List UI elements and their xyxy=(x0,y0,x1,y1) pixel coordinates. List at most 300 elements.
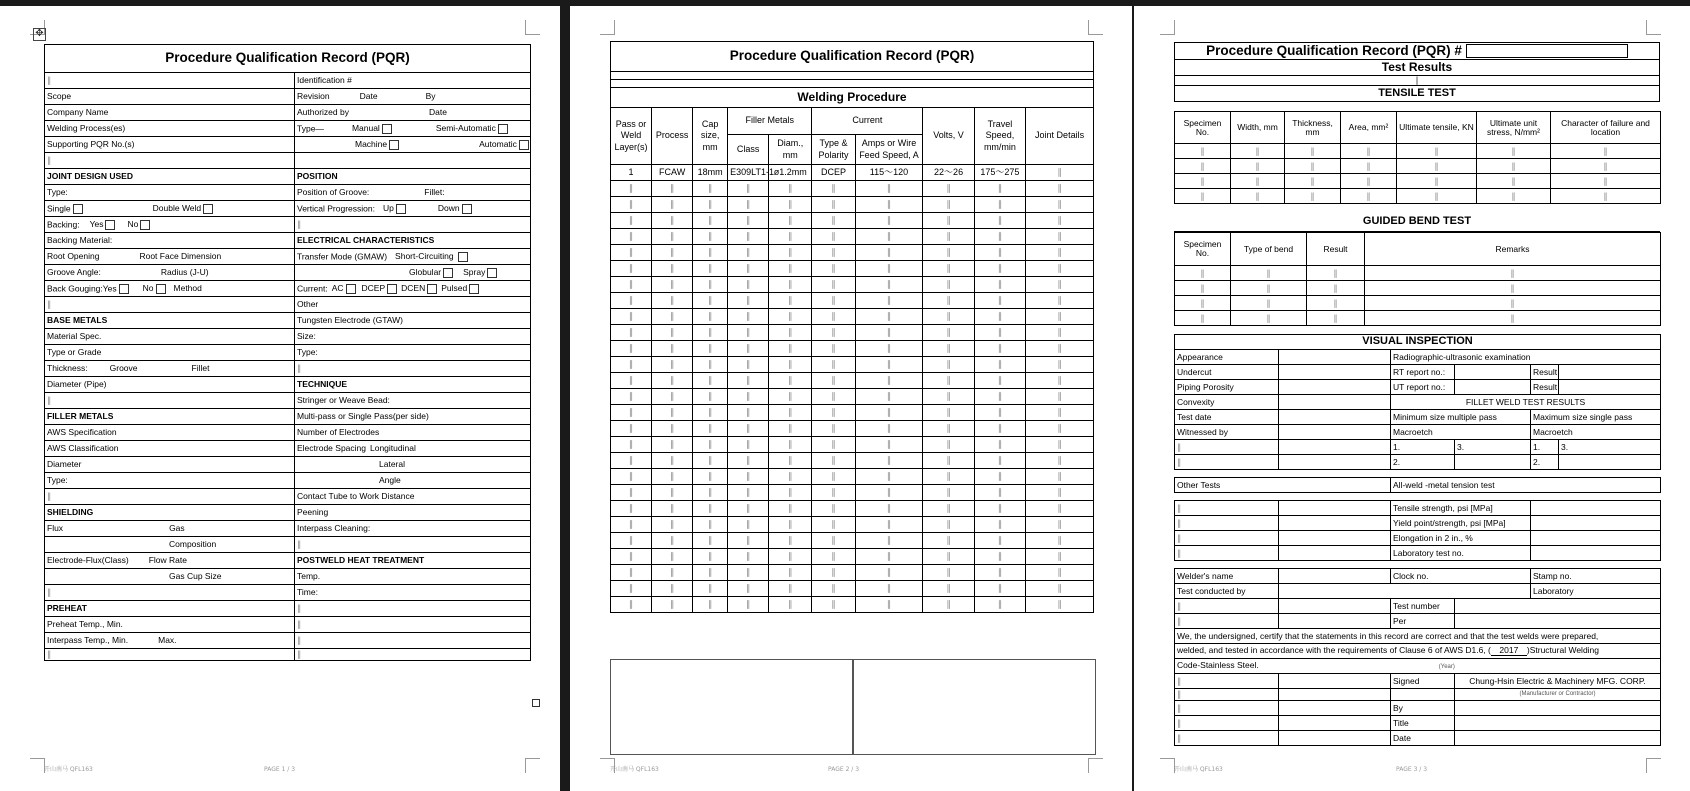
table-cell[interactable]: ∥ xyxy=(974,549,1025,565)
table-cell[interactable]: ∥ xyxy=(812,181,855,197)
table-cell[interactable]: ∥ xyxy=(974,485,1025,501)
table-cell[interactable]: ∥ xyxy=(855,373,923,389)
table-cell[interactable]: ∥ xyxy=(728,485,769,501)
table-cell[interactable]: ∥ xyxy=(693,197,728,213)
table-cell[interactable]: ∥ xyxy=(923,501,974,517)
table-cell[interactable]: ∥ xyxy=(611,373,652,389)
table-cell[interactable]: ∥ xyxy=(611,533,652,549)
table-cell[interactable]: ∥ xyxy=(812,421,855,437)
table-cell[interactable]: ∥ xyxy=(611,341,652,357)
table-cell[interactable]: ∥ xyxy=(812,309,855,325)
table-cell[interactable]: ∥ xyxy=(652,517,693,533)
table-cell[interactable]: ∥ xyxy=(974,261,1025,277)
table-cell[interactable]: ∥ xyxy=(1551,144,1661,159)
table-cell[interactable]: ∥ xyxy=(693,309,728,325)
table-cell[interactable]: ∥ xyxy=(769,437,812,453)
table-cell[interactable]: ∥ xyxy=(611,597,652,613)
table-cell[interactable]: ∥ xyxy=(693,293,728,309)
table-cell[interactable]: ∥ xyxy=(611,421,652,437)
table-cell[interactable]: ∥ xyxy=(1477,189,1551,204)
table-cell[interactable]: ∥ xyxy=(652,501,693,517)
table-cell[interactable]: ∥ xyxy=(728,597,769,613)
table-cell[interactable]: ∥ xyxy=(611,213,652,229)
table-cell[interactable]: ∥ xyxy=(728,309,769,325)
table-cell[interactable]: ∥ xyxy=(974,213,1025,229)
table-cell[interactable]: ∥ xyxy=(812,229,855,245)
table-cell[interactable]: ∥ xyxy=(1026,565,1094,581)
table-cell[interactable]: ∥ xyxy=(1341,144,1397,159)
table-cell[interactable]: ∥ xyxy=(1307,311,1365,326)
table-cell[interactable]: ∥ xyxy=(693,357,728,373)
table-cell[interactable]: ∥ xyxy=(693,245,728,261)
table-cell[interactable]: ∥ xyxy=(923,309,974,325)
table-cell[interactable]: ∥ xyxy=(693,485,728,501)
table-cell[interactable]: ∥ xyxy=(812,517,855,533)
table-cell[interactable]: ∥ xyxy=(1397,144,1477,159)
table-cell[interactable]: ∥ xyxy=(611,197,652,213)
table-cell[interactable]: ∥ xyxy=(652,565,693,581)
table-cell[interactable]: ∥ xyxy=(1175,266,1231,281)
table-cell[interactable]: ∥ xyxy=(812,245,855,261)
table-cell[interactable]: ∥ xyxy=(1026,245,1094,261)
table-cell[interactable]: ∥ xyxy=(769,501,812,517)
table-cell[interactable]: ∥ xyxy=(652,325,693,341)
table-cell[interactable]: ∥ xyxy=(855,325,923,341)
table-cell[interactable]: ∥ xyxy=(812,501,855,517)
table-cell[interactable]: ∥ xyxy=(611,261,652,277)
table-cell[interactable]: ∥ xyxy=(1231,174,1285,189)
backing-yes-checkbox[interactable] xyxy=(105,220,115,230)
table-cell[interactable]: ∥ xyxy=(1231,144,1285,159)
table-cell[interactable]: ∥ xyxy=(611,405,652,421)
table-cell[interactable]: ∥ xyxy=(769,453,812,469)
table-cell[interactable]: ∥ xyxy=(1026,229,1094,245)
table-cell[interactable]: ∥ xyxy=(923,325,974,341)
table-cell[interactable]: ∥ xyxy=(611,325,652,341)
table-cell[interactable]: ∥ xyxy=(652,389,693,405)
table-cell[interactable]: ∥ xyxy=(611,181,652,197)
table-cell[interactable]: ∥ xyxy=(611,469,652,485)
table-cell[interactable]: ∥ xyxy=(769,229,812,245)
table-cell[interactable]: ∥ xyxy=(1231,311,1307,326)
table-cell[interactable]: ∥ xyxy=(1477,159,1551,174)
table-cell[interactable]: ∥ xyxy=(923,517,974,533)
table-cell[interactable]: ∥ xyxy=(974,181,1025,197)
semi-automatic-checkbox[interactable] xyxy=(498,124,508,134)
table-cell[interactable]: ∥ xyxy=(693,501,728,517)
table-cell[interactable]: ∥ xyxy=(812,533,855,549)
table-cell[interactable]: ∥ xyxy=(611,277,652,293)
table-cell[interactable]: ∥ xyxy=(611,357,652,373)
table-cell[interactable]: ∥ xyxy=(728,549,769,565)
table-cell[interactable]: ∥ xyxy=(693,533,728,549)
table-cell[interactable]: ∥ xyxy=(812,389,855,405)
table-cell[interactable]: ∥ xyxy=(1365,281,1661,296)
table-cell[interactable]: ∥ xyxy=(693,261,728,277)
table-cell[interactable]: ∥ xyxy=(1026,581,1094,597)
table-cell[interactable]: ∥ xyxy=(974,501,1025,517)
table-cell[interactable]: ∥ xyxy=(652,293,693,309)
double-weld-checkbox[interactable] xyxy=(203,204,213,214)
table-cell[interactable]: ∥ xyxy=(974,373,1025,389)
table-cell[interactable]: ∥ xyxy=(923,373,974,389)
table-cell[interactable]: ∥ xyxy=(855,245,923,261)
table-cell[interactable]: ∥ xyxy=(974,309,1025,325)
table-cell[interactable]: ∥ xyxy=(923,533,974,549)
table-cell[interactable]: ∥ xyxy=(923,437,974,453)
table-cell[interactable]: ∥ xyxy=(1551,174,1661,189)
table-cell[interactable]: ∥ xyxy=(1477,174,1551,189)
table-cell[interactable]: ∥ xyxy=(974,421,1025,437)
table-cell[interactable]: ∥ xyxy=(855,581,923,597)
table-cell[interactable]: ∥ xyxy=(1285,144,1341,159)
table-cell[interactable]: ∥ xyxy=(923,453,974,469)
table-cell[interactable]: ∥ xyxy=(728,197,769,213)
table-cell[interactable]: ∥ xyxy=(855,277,923,293)
table-cell[interactable]: ∥ xyxy=(855,485,923,501)
table-cell[interactable]: ∥ xyxy=(769,581,812,597)
table-cell[interactable]: ∥ xyxy=(923,565,974,581)
table-cell[interactable]: ∥ xyxy=(693,373,728,389)
table-cell[interactable]: ∥ xyxy=(1307,266,1365,281)
table-cell[interactable]: ∥ xyxy=(652,197,693,213)
dcen-checkbox[interactable] xyxy=(427,284,437,294)
table-cell[interactable]: ∥ xyxy=(855,565,923,581)
table-cell[interactable]: ∥ xyxy=(652,229,693,245)
table-cell[interactable]: ∥ xyxy=(1397,189,1477,204)
table-cell[interactable]: ∥ xyxy=(923,405,974,421)
gouging-no-checkbox[interactable] xyxy=(156,284,166,294)
table-cell[interactable]: ∥ xyxy=(1175,144,1231,159)
table-cell[interactable]: ∥ xyxy=(652,469,693,485)
table-cell[interactable]: ∥ xyxy=(1341,189,1397,204)
table-cell[interactable]: ∥ xyxy=(923,245,974,261)
table-cell[interactable]: ∥ xyxy=(652,245,693,261)
table-cell[interactable]: ∥ xyxy=(812,277,855,293)
table-cell[interactable]: ∥ xyxy=(693,517,728,533)
table-cell[interactable]: ∥ xyxy=(1231,189,1285,204)
manual-checkbox[interactable] xyxy=(382,124,392,134)
table-cell[interactable]: ∥ xyxy=(769,517,812,533)
pqr-number-field[interactable] xyxy=(1466,44,1628,58)
table-cell[interactable]: ∥ xyxy=(1026,469,1094,485)
table-cell[interactable]: ∥ xyxy=(1231,296,1307,311)
table-cell[interactable]: ∥ xyxy=(769,389,812,405)
table-cell[interactable]: ∥ xyxy=(1175,174,1231,189)
table-cell[interactable]: ∥ xyxy=(923,469,974,485)
table-cell[interactable]: ∥ xyxy=(728,357,769,373)
table-cell[interactable]: ∥ xyxy=(769,565,812,581)
table-cell[interactable]: ∥ xyxy=(1285,159,1341,174)
table-cell[interactable]: ∥ xyxy=(611,293,652,309)
table-cell[interactable]: ∥ xyxy=(1026,501,1094,517)
table-cell[interactable]: ∥ xyxy=(855,357,923,373)
table-cell[interactable]: ∥ xyxy=(769,293,812,309)
table-cell[interactable]: ∥ xyxy=(855,597,923,613)
table-cell[interactable]: ∥ xyxy=(611,501,652,517)
table-cell[interactable]: ∥ xyxy=(769,325,812,341)
table-cell[interactable]: ∥ xyxy=(652,261,693,277)
table-cell[interactable]: ∥ xyxy=(923,293,974,309)
table-cell[interactable]: ∥ xyxy=(1397,159,1477,174)
table-cell[interactable]: ∥ xyxy=(769,597,812,613)
table-cell[interactable]: ∥ xyxy=(652,309,693,325)
table-cell[interactable]: ∥ xyxy=(923,597,974,613)
table-cell[interactable]: ∥ xyxy=(812,357,855,373)
globular-checkbox[interactable] xyxy=(443,268,453,278)
table-cell[interactable]: ∥ xyxy=(693,437,728,453)
table-cell[interactable]: ∥ xyxy=(812,469,855,485)
ac-checkbox[interactable] xyxy=(346,284,356,294)
table-cell[interactable]: ∥ xyxy=(812,485,855,501)
table-cell[interactable]: ∥ xyxy=(1397,174,1477,189)
table-cell[interactable]: ∥ xyxy=(652,405,693,421)
automatic-checkbox[interactable] xyxy=(519,140,529,150)
table-cell[interactable]: ∥ xyxy=(1026,485,1094,501)
table-cell[interactable]: ∥ xyxy=(611,389,652,405)
table-cell[interactable]: ∥ xyxy=(693,453,728,469)
table-cell[interactable]: ∥ xyxy=(923,197,974,213)
table-cell[interactable]: ∥ xyxy=(1231,281,1307,296)
year-field[interactable]: 2017 xyxy=(1491,646,1527,656)
table-cell[interactable]: ∥ xyxy=(812,213,855,229)
table-cell[interactable]: ∥ xyxy=(812,581,855,597)
table-cell[interactable]: ∥ xyxy=(923,357,974,373)
table-cell[interactable]: ∥ xyxy=(693,597,728,613)
table-cell[interactable]: ∥ xyxy=(1026,533,1094,549)
table-cell[interactable]: ∥ xyxy=(974,437,1025,453)
table-cell[interactable]: ∥ xyxy=(769,213,812,229)
table-cell[interactable]: ∥ xyxy=(769,197,812,213)
table-cell[interactable]: ∥ xyxy=(1026,325,1094,341)
table-cell[interactable]: ∥ xyxy=(652,357,693,373)
table-cell[interactable]: ∥ xyxy=(855,197,923,213)
table-cell[interactable]: ∥ xyxy=(1026,597,1094,613)
table-cell[interactable]: ∥ xyxy=(652,181,693,197)
table-cell[interactable]: ∥ xyxy=(1026,197,1094,213)
table-cell[interactable]: ∥ xyxy=(1285,174,1341,189)
table-cell[interactable]: ∥ xyxy=(652,549,693,565)
table-cell[interactable]: ∥ xyxy=(923,229,974,245)
table-cell[interactable]: ∥ xyxy=(769,533,812,549)
table-cell[interactable]: ∥ xyxy=(652,597,693,613)
table-cell[interactable]: ∥ xyxy=(769,421,812,437)
table-cell[interactable]: ∥ xyxy=(652,581,693,597)
table-cell[interactable]: ∥ xyxy=(812,197,855,213)
table-cell[interactable]: ∥ xyxy=(855,453,923,469)
table-cell[interactable]: ∥ xyxy=(728,565,769,581)
table-cell[interactable]: ∥ xyxy=(1026,405,1094,421)
table-cell[interactable]: ∥ xyxy=(769,341,812,357)
table-cell[interactable]: ∥ xyxy=(769,309,812,325)
table-cell[interactable]: ∥ xyxy=(1026,421,1094,437)
table-cell[interactable]: ∥ xyxy=(974,453,1025,469)
table-cell[interactable]: ∥ xyxy=(693,325,728,341)
table-cell[interactable]: ∥ xyxy=(728,229,769,245)
table-cell[interactable]: ∥ xyxy=(611,245,652,261)
table-move-handle-icon[interactable]: ✥ xyxy=(33,28,46,41)
table-cell[interactable]: ∥ xyxy=(1175,311,1231,326)
table-cell[interactable]: ∥ xyxy=(855,181,923,197)
table-cell[interactable]: ∥ xyxy=(611,485,652,501)
table-cell[interactable]: ∥ xyxy=(769,277,812,293)
table-cell[interactable]: ∥ xyxy=(974,517,1025,533)
table-cell[interactable]: ∥ xyxy=(728,373,769,389)
table-cell[interactable]: ∥ xyxy=(923,261,974,277)
table-cell[interactable]: ∥ xyxy=(1175,296,1231,311)
table-cell[interactable]: ∥ xyxy=(693,213,728,229)
table-cell[interactable]: ∥ xyxy=(974,405,1025,421)
table-cell[interactable]: ∥ xyxy=(728,453,769,469)
table-cell[interactable]: ∥ xyxy=(611,229,652,245)
table-cell[interactable]: ∥ xyxy=(728,437,769,453)
table-cell[interactable]: ∥ xyxy=(769,405,812,421)
table-cell[interactable]: ∥ xyxy=(769,181,812,197)
table-cell[interactable]: ∥ xyxy=(974,469,1025,485)
table-cell[interactable]: ∥ xyxy=(652,437,693,453)
table-cell[interactable]: ∥ xyxy=(611,581,652,597)
table-cell[interactable]: ∥ xyxy=(1026,341,1094,357)
empty-cell[interactable]: ∥ xyxy=(45,73,295,89)
table-cell[interactable]: ∥ xyxy=(812,453,855,469)
table-cell[interactable]: ∥ xyxy=(974,197,1025,213)
table-cell[interactable]: ∥ xyxy=(974,533,1025,549)
table-cell[interactable]: ∥ xyxy=(769,469,812,485)
table-cell[interactable]: ∥ xyxy=(1365,266,1661,281)
table-cell[interactable]: ∥ xyxy=(1307,296,1365,311)
table-cell[interactable]: ∥ xyxy=(974,245,1025,261)
table-cell[interactable]: ∥ xyxy=(728,533,769,549)
table-cell[interactable]: ∥ xyxy=(974,293,1025,309)
table-cell[interactable]: ∥ xyxy=(855,549,923,565)
table-cell[interactable]: ∥ xyxy=(652,373,693,389)
table-cell[interactable]: ∥ xyxy=(1285,189,1341,204)
table-cell[interactable]: ∥ xyxy=(1026,309,1094,325)
table-cell[interactable]: ∥ xyxy=(1026,453,1094,469)
table-cell[interactable]: ∥ xyxy=(728,181,769,197)
table-cell[interactable]: ∥ xyxy=(769,373,812,389)
table-cell[interactable]: ∥ xyxy=(812,597,855,613)
table-cell[interactable]: ∥ xyxy=(812,565,855,581)
table-cell[interactable]: ∥ xyxy=(923,581,974,597)
table-cell[interactable]: ∥ xyxy=(923,341,974,357)
table-cell[interactable]: ∥ xyxy=(1026,437,1094,453)
table-cell[interactable]: ∥ xyxy=(855,229,923,245)
table-cell[interactable]: ∥ xyxy=(728,581,769,597)
table-cell[interactable]: ∥ xyxy=(652,341,693,357)
table-cell[interactable]: ∥ xyxy=(855,389,923,405)
table-cell[interactable]: ∥ xyxy=(974,565,1025,581)
table-cell[interactable]: ∥ xyxy=(1175,281,1231,296)
table-cell[interactable]: ∥ xyxy=(769,549,812,565)
table-cell[interactable]: ∥ xyxy=(1231,159,1285,174)
table-cell[interactable]: ∥ xyxy=(923,213,974,229)
table-cell[interactable]: ∥ xyxy=(728,277,769,293)
spray-checkbox[interactable] xyxy=(487,268,497,278)
table-cell[interactable]: ∥ xyxy=(974,389,1025,405)
table-cell[interactable]: ∥ xyxy=(728,517,769,533)
table-cell[interactable]: ∥ xyxy=(611,453,652,469)
table-cell[interactable]: ∥ xyxy=(855,517,923,533)
dcep-checkbox[interactable] xyxy=(387,284,397,294)
table-cell[interactable]: ∥ xyxy=(728,501,769,517)
short-circuiting-checkbox[interactable] xyxy=(458,252,468,262)
table-cell[interactable]: ∥ xyxy=(611,565,652,581)
table-cell[interactable]: ∥ xyxy=(728,405,769,421)
table-cell[interactable]: ∥ xyxy=(611,437,652,453)
table-cell[interactable]: ∥ xyxy=(1026,213,1094,229)
table-cell[interactable]: ∥ xyxy=(1175,189,1231,204)
machine-checkbox[interactable] xyxy=(389,140,399,150)
table-cell[interactable]: ∥ xyxy=(923,485,974,501)
table-cell[interactable]: ∥ xyxy=(728,293,769,309)
table-cell[interactable]: ∥ xyxy=(812,325,855,341)
table-cell[interactable]: ∥ xyxy=(611,517,652,533)
table-cell[interactable]: ∥ xyxy=(855,469,923,485)
table-cell[interactable]: ∥ xyxy=(855,261,923,277)
table-cell[interactable]: ∥ xyxy=(693,469,728,485)
table-cell[interactable]: ∥ xyxy=(652,485,693,501)
table-cell[interactable]: ∥ xyxy=(812,293,855,309)
table-cell[interactable]: ∥ xyxy=(728,213,769,229)
table-cell[interactable]: ∥ xyxy=(652,453,693,469)
table-cell[interactable]: ∥ xyxy=(728,469,769,485)
table-cell[interactable]: ∥ xyxy=(1026,293,1094,309)
table-cell[interactable]: ∥ xyxy=(769,357,812,373)
table-cell[interactable]: ∥ xyxy=(1231,266,1307,281)
table-cell[interactable]: ∥ xyxy=(974,357,1025,373)
table-cell[interactable]: ∥ xyxy=(652,533,693,549)
up-checkbox[interactable] xyxy=(396,204,406,214)
table-cell[interactable]: ∥ xyxy=(1551,189,1661,204)
table-cell[interactable]: ∥ xyxy=(974,229,1025,245)
table-cell[interactable]: ∥ xyxy=(693,549,728,565)
table-cell[interactable]: ∥ xyxy=(728,389,769,405)
table-cell[interactable]: ∥ xyxy=(1026,277,1094,293)
table-cell[interactable]: ∥ xyxy=(923,421,974,437)
table-cell[interactable]: ∥ xyxy=(652,277,693,293)
table-cell[interactable]: ∥ xyxy=(1551,159,1661,174)
table-cell[interactable]: ∥ xyxy=(855,533,923,549)
pulsed-checkbox[interactable] xyxy=(469,284,479,294)
table-cell[interactable]: ∥ xyxy=(1307,281,1365,296)
table-cell[interactable]: ∥ xyxy=(652,421,693,437)
table-cell[interactable]: ∥ xyxy=(855,213,923,229)
table-cell[interactable]: ∥ xyxy=(1341,174,1397,189)
table-cell[interactable]: ∥ xyxy=(855,501,923,517)
table-cell[interactable]: ∥ xyxy=(855,421,923,437)
table-cell[interactable]: ∥ xyxy=(1175,159,1231,174)
table-cell[interactable]: ∥ xyxy=(812,261,855,277)
table-cell[interactable]: ∥ xyxy=(923,277,974,293)
table-cell[interactable]: ∥ xyxy=(611,549,652,565)
table-cell[interactable]: ∥ xyxy=(855,309,923,325)
table-cell[interactable]: ∥ xyxy=(855,341,923,357)
gouging-yes-checkbox[interactable] xyxy=(119,284,129,294)
table-resize-handle[interactable] xyxy=(532,699,540,707)
table-cell[interactable]: ∥ xyxy=(812,373,855,389)
table-cell[interactable]: ∥ xyxy=(728,261,769,277)
table-cell[interactable]: ∥ xyxy=(812,549,855,565)
table-cell[interactable]: ∥ xyxy=(1026,517,1094,533)
table-cell[interactable]: ∥ xyxy=(1026,261,1094,277)
table-cell[interactable]: ∥ xyxy=(812,341,855,357)
table-cell[interactable]: ∥ xyxy=(1341,159,1397,174)
table-cell[interactable]: ∥ xyxy=(855,293,923,309)
table-cell[interactable]: ∥ xyxy=(693,277,728,293)
table-cell[interactable]: ∥ xyxy=(1026,373,1094,389)
sketch-box-left[interactable] xyxy=(610,659,854,755)
